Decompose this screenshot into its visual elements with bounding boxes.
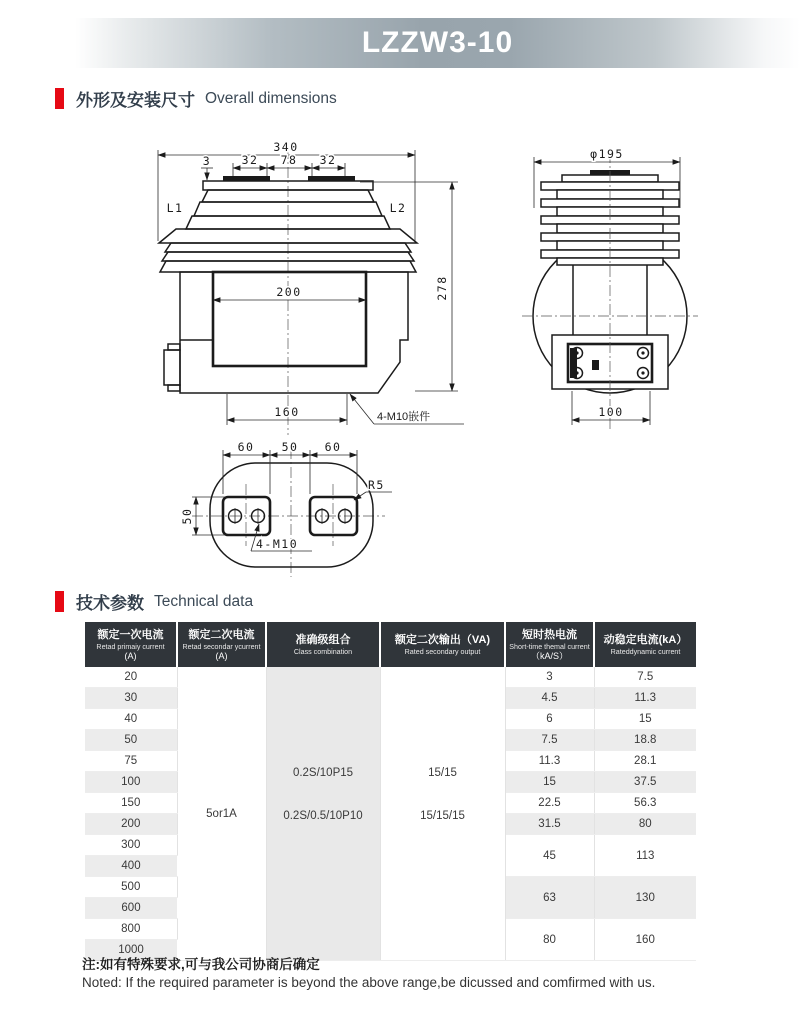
table-row: [85, 667, 696, 688]
dim-50-center: 50: [281, 440, 299, 454]
section-title-zh: 技术参数: [76, 594, 144, 613]
dim-60-right: 60: [324, 440, 342, 454]
dim-340: 340: [273, 140, 299, 154]
insert-label: 4-M10嵌件: [377, 411, 431, 423]
dynamic-current-cell: 15: [594, 709, 696, 730]
terminal-l1: L1: [166, 201, 184, 215]
radius-label: R5: [368, 478, 385, 492]
dim-50-side: 50: [180, 507, 194, 525]
thermal-current-cell: 4.5: [505, 688, 594, 709]
thermal-current-cell: 6: [505, 709, 594, 730]
red-accent-bar: [55, 591, 64, 612]
thermal-current-cell: 3: [505, 667, 594, 688]
class-combination-cell: 0.2S/10P15 0.2S/0.5/10P10: [266, 667, 380, 961]
thermal-current-cell: 7.5: [505, 730, 594, 751]
dynamic-current-cell: 113: [594, 835, 696, 877]
thermal-current-cell: 15: [505, 772, 594, 793]
header-band: [75, 18, 800, 68]
dim-78: 78: [280, 153, 298, 167]
product-title: LZZW3-10: [361, 26, 514, 59]
secondary-output-cell: 15/15 15/15/15: [380, 667, 505, 961]
bottom-view: [180, 440, 392, 577]
dim-diameter: φ195: [590, 147, 624, 161]
dynamic-current-cell: 7.5: [594, 667, 696, 688]
footnotes: [82, 956, 655, 992]
header-secondary-output: 额定二次输出（VA) Rated secondary output: [380, 622, 505, 667]
section-technical-title: [55, 589, 253, 614]
primary-current-cell: 20: [85, 667, 177, 688]
thread-label: 4-M10: [256, 537, 299, 551]
primary-current-cell: 75: [85, 751, 177, 772]
primary-current-cell: 30: [85, 688, 177, 709]
primary-current-cell: 40: [85, 709, 177, 730]
header-primary-current: 额定一次电流 Retad primaiy current (A): [85, 622, 177, 667]
dynamic-current-cell: 80: [594, 814, 696, 835]
section-title-en: Technical data: [154, 592, 254, 610]
thermal-current-cell: 80: [505, 919, 594, 961]
header-secondary-current: 额定二次电流 Retad secondar ycurrent (A): [177, 622, 266, 667]
note-en: Noted: If the required parameter is beyond the above range,be dicussed and comfirmed with us.: [82, 975, 656, 990]
primary-current-cell: 1000: [85, 940, 177, 961]
dynamic-current-cell: 11.3: [594, 688, 696, 709]
thermal-current-cell: 31.5: [505, 814, 594, 835]
red-accent-bar: [55, 88, 64, 109]
primary-current-cell: 800: [85, 919, 177, 940]
section-title-zh: 外形及安装尺寸: [76, 91, 195, 110]
section-dimensions-title: [55, 86, 337, 111]
primary-current-cell: 100: [85, 772, 177, 793]
thermal-current-cell: 22.5: [505, 793, 594, 814]
primary-current-cell: 300: [85, 835, 177, 856]
terminal-l2: L2: [389, 201, 407, 215]
header-dynamic-current: 动稳定电流(kA） Rateddynamic current: [594, 622, 696, 667]
table-header-row: [85, 622, 696, 667]
dim-32-left: 32: [241, 153, 259, 167]
header-class-combination: 准确级组合 Class combination: [266, 622, 380, 667]
thermal-current-cell: 45: [505, 835, 594, 877]
dim-32-right: 32: [319, 153, 337, 167]
header-thermal-current: 短时热电流 Short-time themal current （kA/S）: [505, 622, 594, 667]
primary-current-cell: 600: [85, 898, 177, 919]
dynamic-current-cell: 28.1: [594, 751, 696, 772]
secondary-current-cell: 5or1A: [177, 667, 266, 961]
dim-200: 200: [276, 285, 302, 299]
primary-current-cell: 400: [85, 856, 177, 877]
side-view: [522, 147, 698, 432]
section-title-en: Overall dimensions: [205, 89, 337, 107]
dynamic-current-cell: 18.8: [594, 730, 696, 751]
dim-60-left: 60: [237, 440, 255, 454]
dynamic-current-cell: 56.3: [594, 793, 696, 814]
dynamic-current-cell: 160: [594, 919, 696, 961]
front-view: [158, 140, 464, 435]
dim-100: 100: [598, 405, 624, 419]
dim-160: 160: [274, 405, 300, 419]
dynamic-current-cell: 130: [594, 877, 696, 919]
technical-drawing: [80, 128, 800, 583]
dim-278: 278: [435, 275, 449, 301]
primary-current-cell: 200: [85, 814, 177, 835]
primary-current-cell: 150: [85, 793, 177, 814]
primary-current-cell: 500: [85, 877, 177, 898]
dynamic-current-cell: 37.5: [594, 772, 696, 793]
thermal-current-cell: 11.3: [505, 751, 594, 772]
primary-current-cell: 50: [85, 730, 177, 751]
technical-data-table: [85, 622, 696, 961]
dim-3: 3: [202, 154, 212, 168]
thermal-current-cell: 63: [505, 877, 594, 919]
note-zh: 注:如有特殊要求,可与我公司协商后确定: [82, 957, 320, 972]
